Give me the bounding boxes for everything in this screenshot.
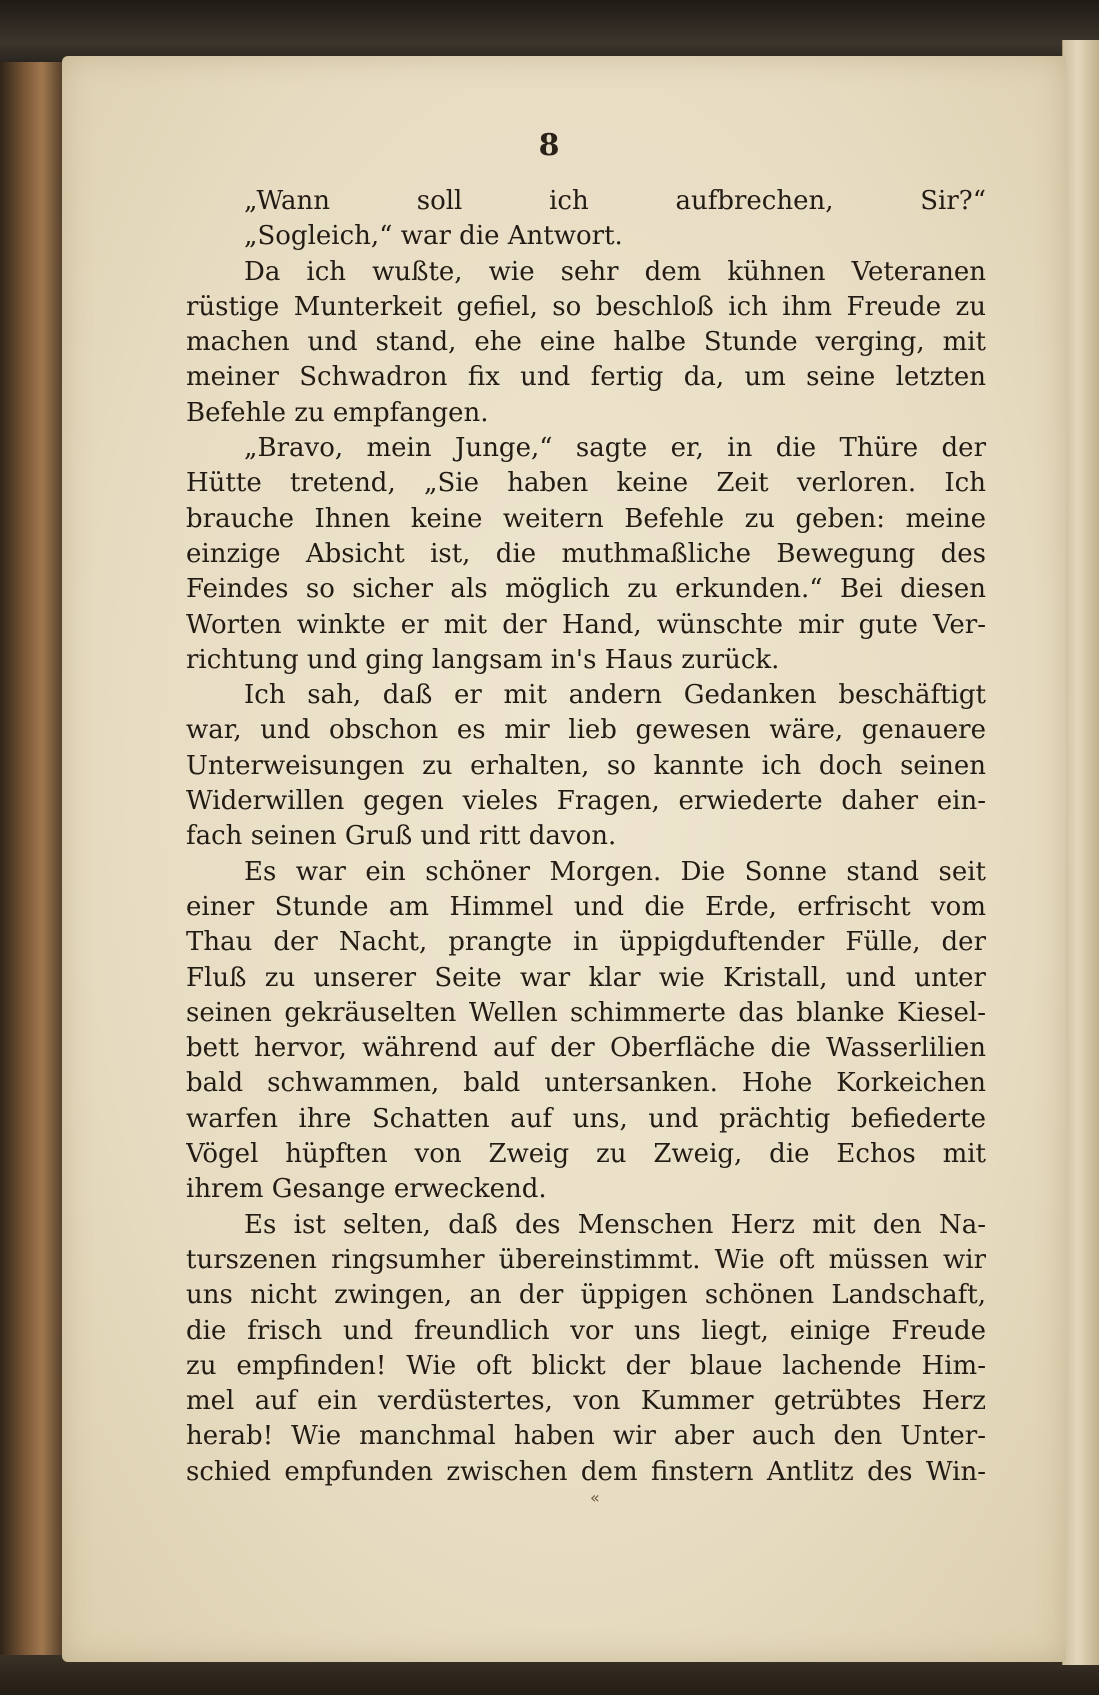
text-line: „Sogleich,“ war die Antwort. (244, 221, 623, 252)
page-number: 8 (538, 128, 561, 163)
text-line: Widerwillen gegen vieles Fragen, erwiederte daher ein- (186, 786, 986, 817)
text-line: warfen ihre Schatten auf uns, und prächtig befiederte (186, 1103, 986, 1134)
text-line: Es ist selten, daß des Menschen Herz mit den Na- (244, 1209, 986, 1240)
text-line: schied empfunden zwischen dem finstern Antlitz des Win- (186, 1456, 986, 1487)
text-line: „Wann soll ich aufbrechen, Sir?“ (244, 186, 986, 216)
text-line: Befehle zu empfangen. (186, 397, 489, 428)
next-page-edge (1062, 40, 1099, 1665)
text-line: „Bravo, mein Junge,“ sagte er, in die Thüre der (244, 433, 986, 464)
text-line: herab! Wie manchmal haben wir aber auch den Unter- (186, 1421, 986, 1452)
text-line: Thau der Nacht, prangte in üppigduftender Fülle, der (186, 927, 986, 958)
text-line: bald schwammen, bald untersanken. Hohe Korkeichen (186, 1068, 986, 1099)
text-line: Unterweisungen zu erhalten, so kannte ich doch seinen (186, 750, 986, 781)
text-line: turszenen ringsumher übereinstimmt. Wie oft müssen wir (186, 1244, 986, 1275)
text-line: Feindes so sicher als möglich zu erkunden.“ Bei diesen (186, 574, 986, 605)
text-line: meiner Schwadron fix und fertig da, um seine letzten (186, 362, 986, 393)
text-line: Ich sah, daß er mit andern Gedanken beschäftigt (244, 680, 986, 711)
text-line: brauche Ihnen keine weitern Befehle zu geben: meine (186, 503, 986, 534)
text-line: seinen gekräuselten Wellen schimmerte das blanke Kiesel- (186, 997, 986, 1028)
text-line: uns nicht zwingen, an der üppigen schönen Landschaft, (186, 1280, 986, 1311)
text-line: rüstige Munterkeit gefiel, so beschloß ich ihm Freude zu (186, 291, 986, 322)
book-cover-left (0, 0, 70, 1695)
text-line: zu empfinden! Wie oft blickt der blaue lachende Him- (186, 1350, 986, 1381)
text-line: war, und obschon es mir lieb gewesen wäre, genauere (186, 715, 986, 746)
printer-mark: « (590, 1488, 600, 1507)
text-line: Es war ein schöner Morgen. Die Sonne stand seit (244, 856, 986, 887)
page-text (186, 184, 986, 1490)
text-line: Da ich wußte, wie sehr dem kühnen Veteranen (244, 256, 986, 287)
text-line: Fluß zu unserer Seite war klar wie Kristall, und unter (186, 962, 986, 993)
text-line: richtung und ging langsam in's Haus zurück. (186, 644, 780, 675)
text-line: bett hervor, während auf der Oberfläche die Wasserlilien (186, 1033, 986, 1064)
text-line: ihrem Gesange erweckend. (186, 1174, 547, 1205)
text-line: Vögel hüpften von Zweig zu Zweig, die Echos mit (186, 1139, 986, 1170)
text-line: Worten winkte er mit der Hand, wünschte mir gute Ver- (186, 609, 986, 640)
book-cover-top (0, 0, 1099, 62)
text-line: Hütte tretend, „Sie haben keine Zeit verloren. Ich (186, 468, 986, 499)
text-line: einer Stunde am Himmel und die Erde, erfrischt vom (186, 891, 986, 922)
text-line: einzige Absicht ist, die muthmaßliche Bewegung des (186, 538, 986, 569)
text-line: machen und stand, ehe eine halbe Stunde verging, mit (186, 327, 986, 358)
text-line: die frisch und freundlich vor uns liegt, einige Freude (186, 1315, 986, 1346)
text-line: fach seinen Gruß und ritt davon. (186, 821, 617, 852)
text-line: mel auf ein verdüstertes, von Kummer getrübtes Herz (186, 1386, 986, 1417)
